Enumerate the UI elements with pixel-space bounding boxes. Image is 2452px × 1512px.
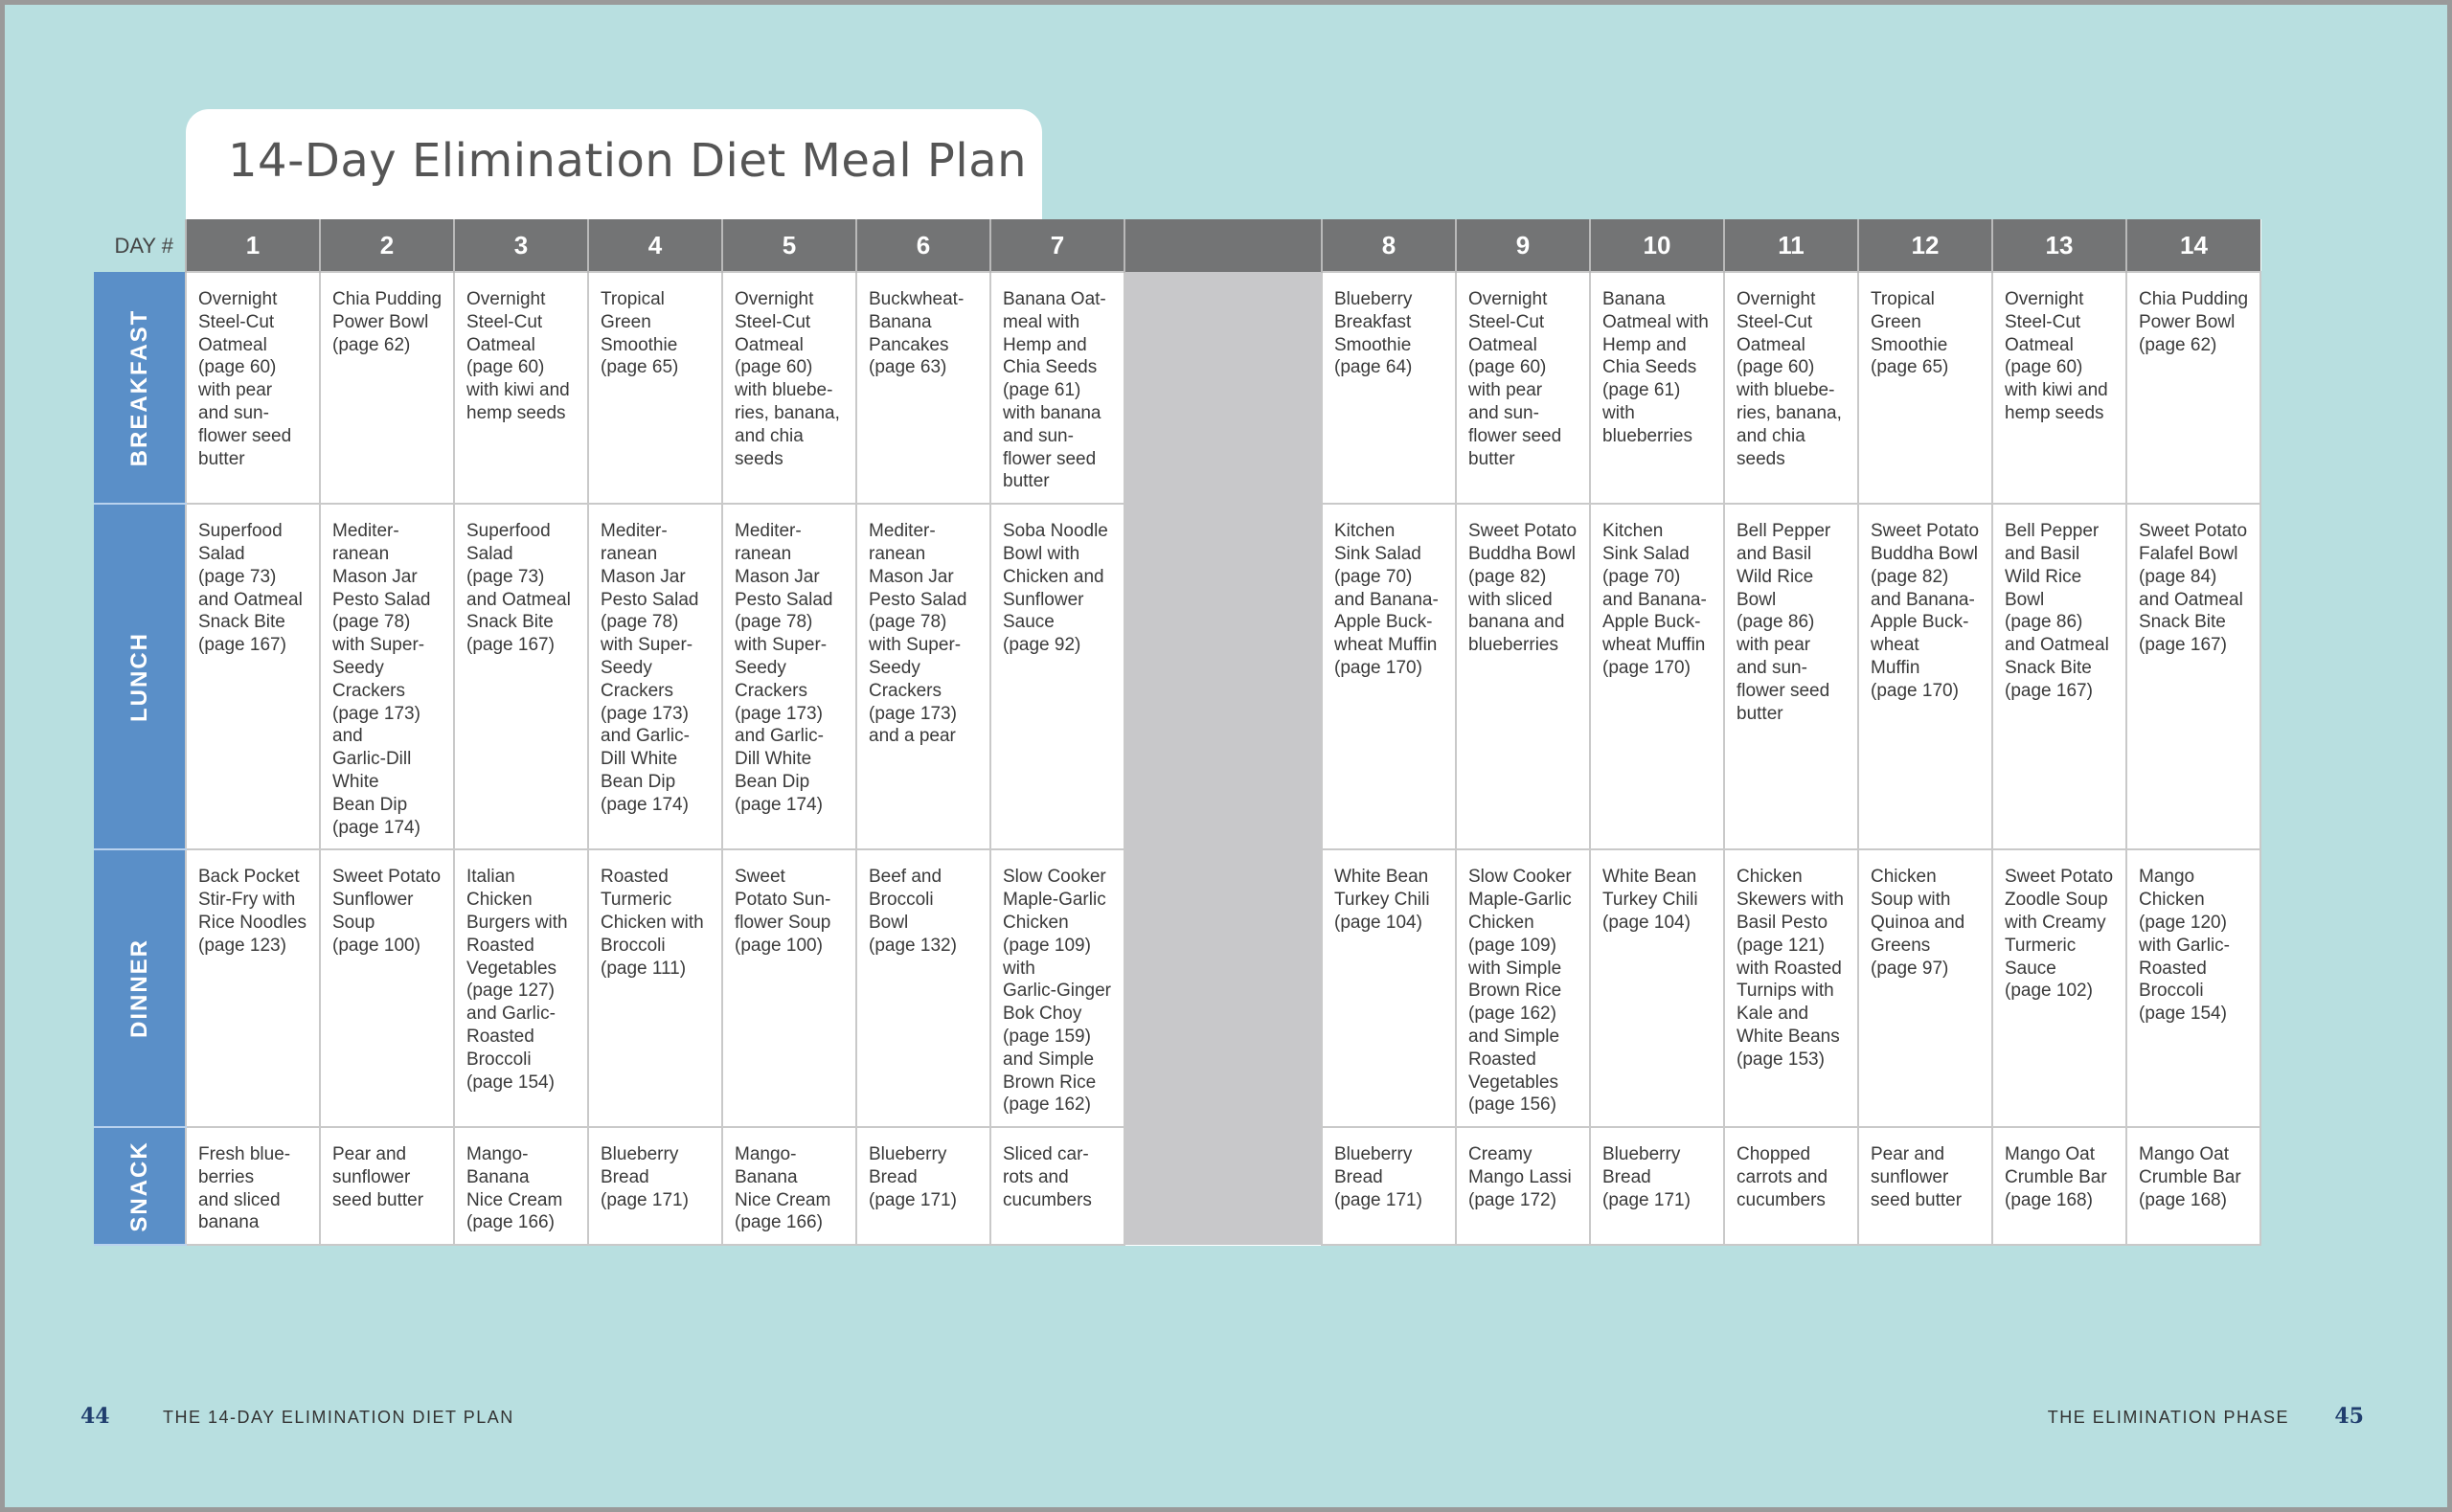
- page-title: 14-Day Elimination Diet Meal Plan: [228, 134, 1028, 188]
- meal-cell: Buckwheat- Banana Pancakes (page 63): [856, 272, 990, 504]
- day-header: 2: [320, 219, 454, 272]
- meal-cell: Tropical Green Smoothie (page 65): [588, 272, 722, 504]
- meal-cell: Back Pocket Stir-Fry with Rice Noodles (page 123): [186, 849, 320, 1127]
- meal-cell: Chia Pudding Power Bowl (page 62): [2126, 272, 2260, 504]
- meal-cell: Kitchen Sink Salad (page 70) and Banana- Apple Buck- wheat Muffin (page 170): [1590, 504, 1724, 849]
- meal-cell: Beef and Broccoli Bowl (page 132): [856, 849, 990, 1127]
- day-header: 9: [1456, 219, 1590, 272]
- left-page-number: 44: [80, 1404, 110, 1429]
- meal-cell: Sweet Potato Sunflower Soup (page 100): [320, 849, 454, 1127]
- meal-label-text: DINNER: [125, 938, 152, 1039]
- meal-cell: Sweet Potato Buddha Bowl (page 82) and Banana- Apple Buck- wheat Muffin (page 170): [1858, 504, 1992, 849]
- day-header: 5: [722, 219, 856, 272]
- meal-cell: Overnight Steel-Cut Oatmeal (page 60) with pear and sun- flower seed butter: [1456, 272, 1590, 504]
- meal-row: [94, 1127, 2260, 1245]
- meal-cell: Creamy Mango Lassi (page 172): [1456, 1127, 1590, 1245]
- meal-cell: Sliced car- rots and cucumbers: [990, 1127, 1124, 1245]
- meal-cell: Mediter- ranean Mason Jar Pesto Salad (page 78) with Super- Seedy Crackers (page 173) and Garlic-Dill White Bean Dip (page 174): [320, 504, 454, 849]
- day-header: 6: [856, 219, 990, 272]
- meal-cell: Overnight Steel-Cut Oatmeal (page 60) with kiwi and hemp seeds: [454, 272, 588, 504]
- meal-cell: Sweet Potato Buddha Bowl (page 82) with sliced banana and blueberries: [1456, 504, 1590, 849]
- spread-gutter: [1124, 849, 1322, 1127]
- meal-cell: Sweet Potato Falafel Bowl (page 84) and Oatmeal Snack Bite (page 167): [2126, 504, 2260, 849]
- right-page-number: 45: [2334, 1404, 2364, 1429]
- meal-cell: Superfood Salad (page 73) and Oatmeal Snack Bite (page 167): [186, 504, 320, 849]
- meal-cell: Overnight Steel-Cut Oatmeal (page 60) with bluebe- ries, banana, and chia seeds: [1724, 272, 1858, 504]
- day-header: 4: [588, 219, 722, 272]
- meal-cell: Sweet Potato Sun- flower Soup (page 100): [722, 849, 856, 1127]
- meal-cell: Blueberry Bread (page 171): [856, 1127, 990, 1245]
- meal-cell: Pear and sunflower seed butter: [320, 1127, 454, 1245]
- meal-label: [94, 272, 186, 504]
- day-number-label: DAY #: [94, 219, 186, 272]
- meal-cell: Chicken Soup with Quinoa and Greens (page 97): [1858, 849, 1992, 1127]
- meal-cell: Sweet Potato Zoodle Soup with Creamy Turmeric Sauce (page 102): [1992, 849, 2126, 1127]
- meal-cell: Pear and sunflower seed butter: [1858, 1127, 1992, 1245]
- day-header: 11: [1724, 219, 1858, 272]
- meal-label: [94, 504, 186, 849]
- meal-cell: Superfood Salad (page 73) and Oatmeal Snack Bite (page 167): [454, 504, 588, 849]
- meal-cell: Slow Cooker Maple-Garlic Chicken (page 109) with Simple Brown Rice (page 162) and Simple Roasted Vegetables (page 156): [1456, 849, 1590, 1127]
- meal-cell: Mango Oat Crumble Bar (page 168): [2126, 1127, 2260, 1245]
- spread-gutter: [1124, 1127, 1322, 1245]
- meal-cell: Overnight Steel-Cut Oatmeal (page 60) with pear and sun- flower seed butter: [186, 272, 320, 504]
- meal-cell: White Bean Turkey Chili (page 104): [1322, 849, 1456, 1127]
- meal-label-text: SNACK: [125, 1140, 152, 1232]
- meal-cell: Chicken Skewers with Basil Pesto (page 121) with Roasted Turnips with Kale and White Beans (page 153): [1724, 849, 1858, 1127]
- meal-cell: Fresh blue- berries and sliced banana: [186, 1127, 320, 1245]
- day-header: 10: [1590, 219, 1724, 272]
- meal-cell: Mango- Banana Nice Cream (page 166): [454, 1127, 588, 1245]
- meal-cell: Blueberry Bread (page 171): [588, 1127, 722, 1245]
- meal-cell: Blueberry Breakfast Smoothie (page 64): [1322, 272, 1456, 504]
- meal-cell: Overnight Steel-Cut Oatmeal (page 60) with kiwi and hemp seeds: [1992, 272, 2126, 504]
- meal-cell: Roasted Turmeric Chicken with Broccoli (page 111): [588, 849, 722, 1127]
- meal-cell: Mango Oat Crumble Bar (page 168): [1992, 1127, 2126, 1245]
- right-running-head: THE ELIMINATION PHASE: [2047, 1408, 2289, 1427]
- meal-plan-table: [94, 219, 2261, 1246]
- meal-cell: Banana Oat- meal with Hemp and Chia Seeds (page 61) with banana and sun- flower seed butter: [990, 272, 1124, 504]
- day-header: 1: [186, 219, 320, 272]
- meal-cell: Blueberry Bread (page 171): [1590, 1127, 1724, 1245]
- meal-row: [94, 272, 2260, 504]
- meal-cell: Banana Oatmeal with Hemp and Chia Seeds (page 61) with blueberries: [1590, 272, 1724, 504]
- day-header: 7: [990, 219, 1124, 272]
- meal-label-text: LUNCH: [125, 631, 152, 722]
- meal-cell: Mediter- ranean Mason Jar Pesto Salad (page 78) with Super- Seedy Crackers (page 173) and Garlic- Dill White Bean Dip (page 174): [722, 504, 856, 849]
- meal-cell: Chia Pudding Power Bowl (page 62): [320, 272, 454, 504]
- meal-cell: Overnight Steel-Cut Oatmeal (page 60) with bluebe- ries, banana, and chia seeds: [722, 272, 856, 504]
- meal-cell: Chopped carrots and cucumbers: [1724, 1127, 1858, 1245]
- meal-cell: Mediter- ranean Mason Jar Pesto Salad (page 78) with Super- Seedy Crackers (page 173) and a pear: [856, 504, 990, 849]
- meal-cell: Bell Pepper and Basil Wild Rice Bowl (page 86) with pear and sun- flower seed butter: [1724, 504, 1858, 849]
- meal-cell: Mango- Banana Nice Cream (page 166): [722, 1127, 856, 1245]
- day-header: 13: [1992, 219, 2126, 272]
- day-header: 3: [454, 219, 588, 272]
- day-header: 12: [1858, 219, 1992, 272]
- meal-label: [94, 849, 186, 1127]
- title-tab: [186, 109, 1042, 224]
- meal-cell: Tropical Green Smoothie (page 65): [1858, 272, 1992, 504]
- meal-cell: Soba Noodle Bowl with Chicken and Sunflower Sauce (page 92): [990, 504, 1124, 849]
- day-header: 14: [2126, 219, 2260, 272]
- meal-cell: Kitchen Sink Salad (page 70) and Banana- Apple Buck- wheat Muffin (page 170): [1322, 504, 1456, 849]
- meal-cell: Mediter- ranean Mason Jar Pesto Salad (page 78) with Super- Seedy Crackers (page 173) and Garlic- Dill White Bean Dip (page 174): [588, 504, 722, 849]
- spread-gutter: [1124, 504, 1322, 849]
- meal-row: [94, 504, 2260, 849]
- day-header: 8: [1322, 219, 1456, 272]
- meal-cell: Blueberry Bread (page 171): [1322, 1127, 1456, 1245]
- meal-cell: Italian Chicken Burgers with Roasted Vegetables (page 127) and Garlic- Roasted Broccoli (page 154): [454, 849, 588, 1127]
- meal-row: [94, 849, 2260, 1127]
- meal-label: [94, 1127, 186, 1245]
- meal-cell: Slow Cooker Maple-Garlic Chicken (page 109) with Garlic-Ginger Bok Choy (page 159) and Simple Brown Rice (page 162): [990, 849, 1124, 1127]
- spread-gutter: [1124, 272, 1322, 504]
- meal-cell: White Bean Turkey Chili (page 104): [1590, 849, 1724, 1127]
- meal-cell: Mango Chicken (page 120) with Garlic- Roasted Broccoli (page 154): [2126, 849, 2260, 1127]
- meal-cell: Bell Pepper and Basil Wild Rice Bowl (page 86) and Oatmeal Snack Bite (page 167): [1992, 504, 2126, 849]
- gutter-header: [1124, 219, 1322, 272]
- meal-label-text: BREAKFAST: [125, 308, 152, 466]
- left-running-head: THE 14-DAY ELIMINATION DIET PLAN: [163, 1408, 514, 1427]
